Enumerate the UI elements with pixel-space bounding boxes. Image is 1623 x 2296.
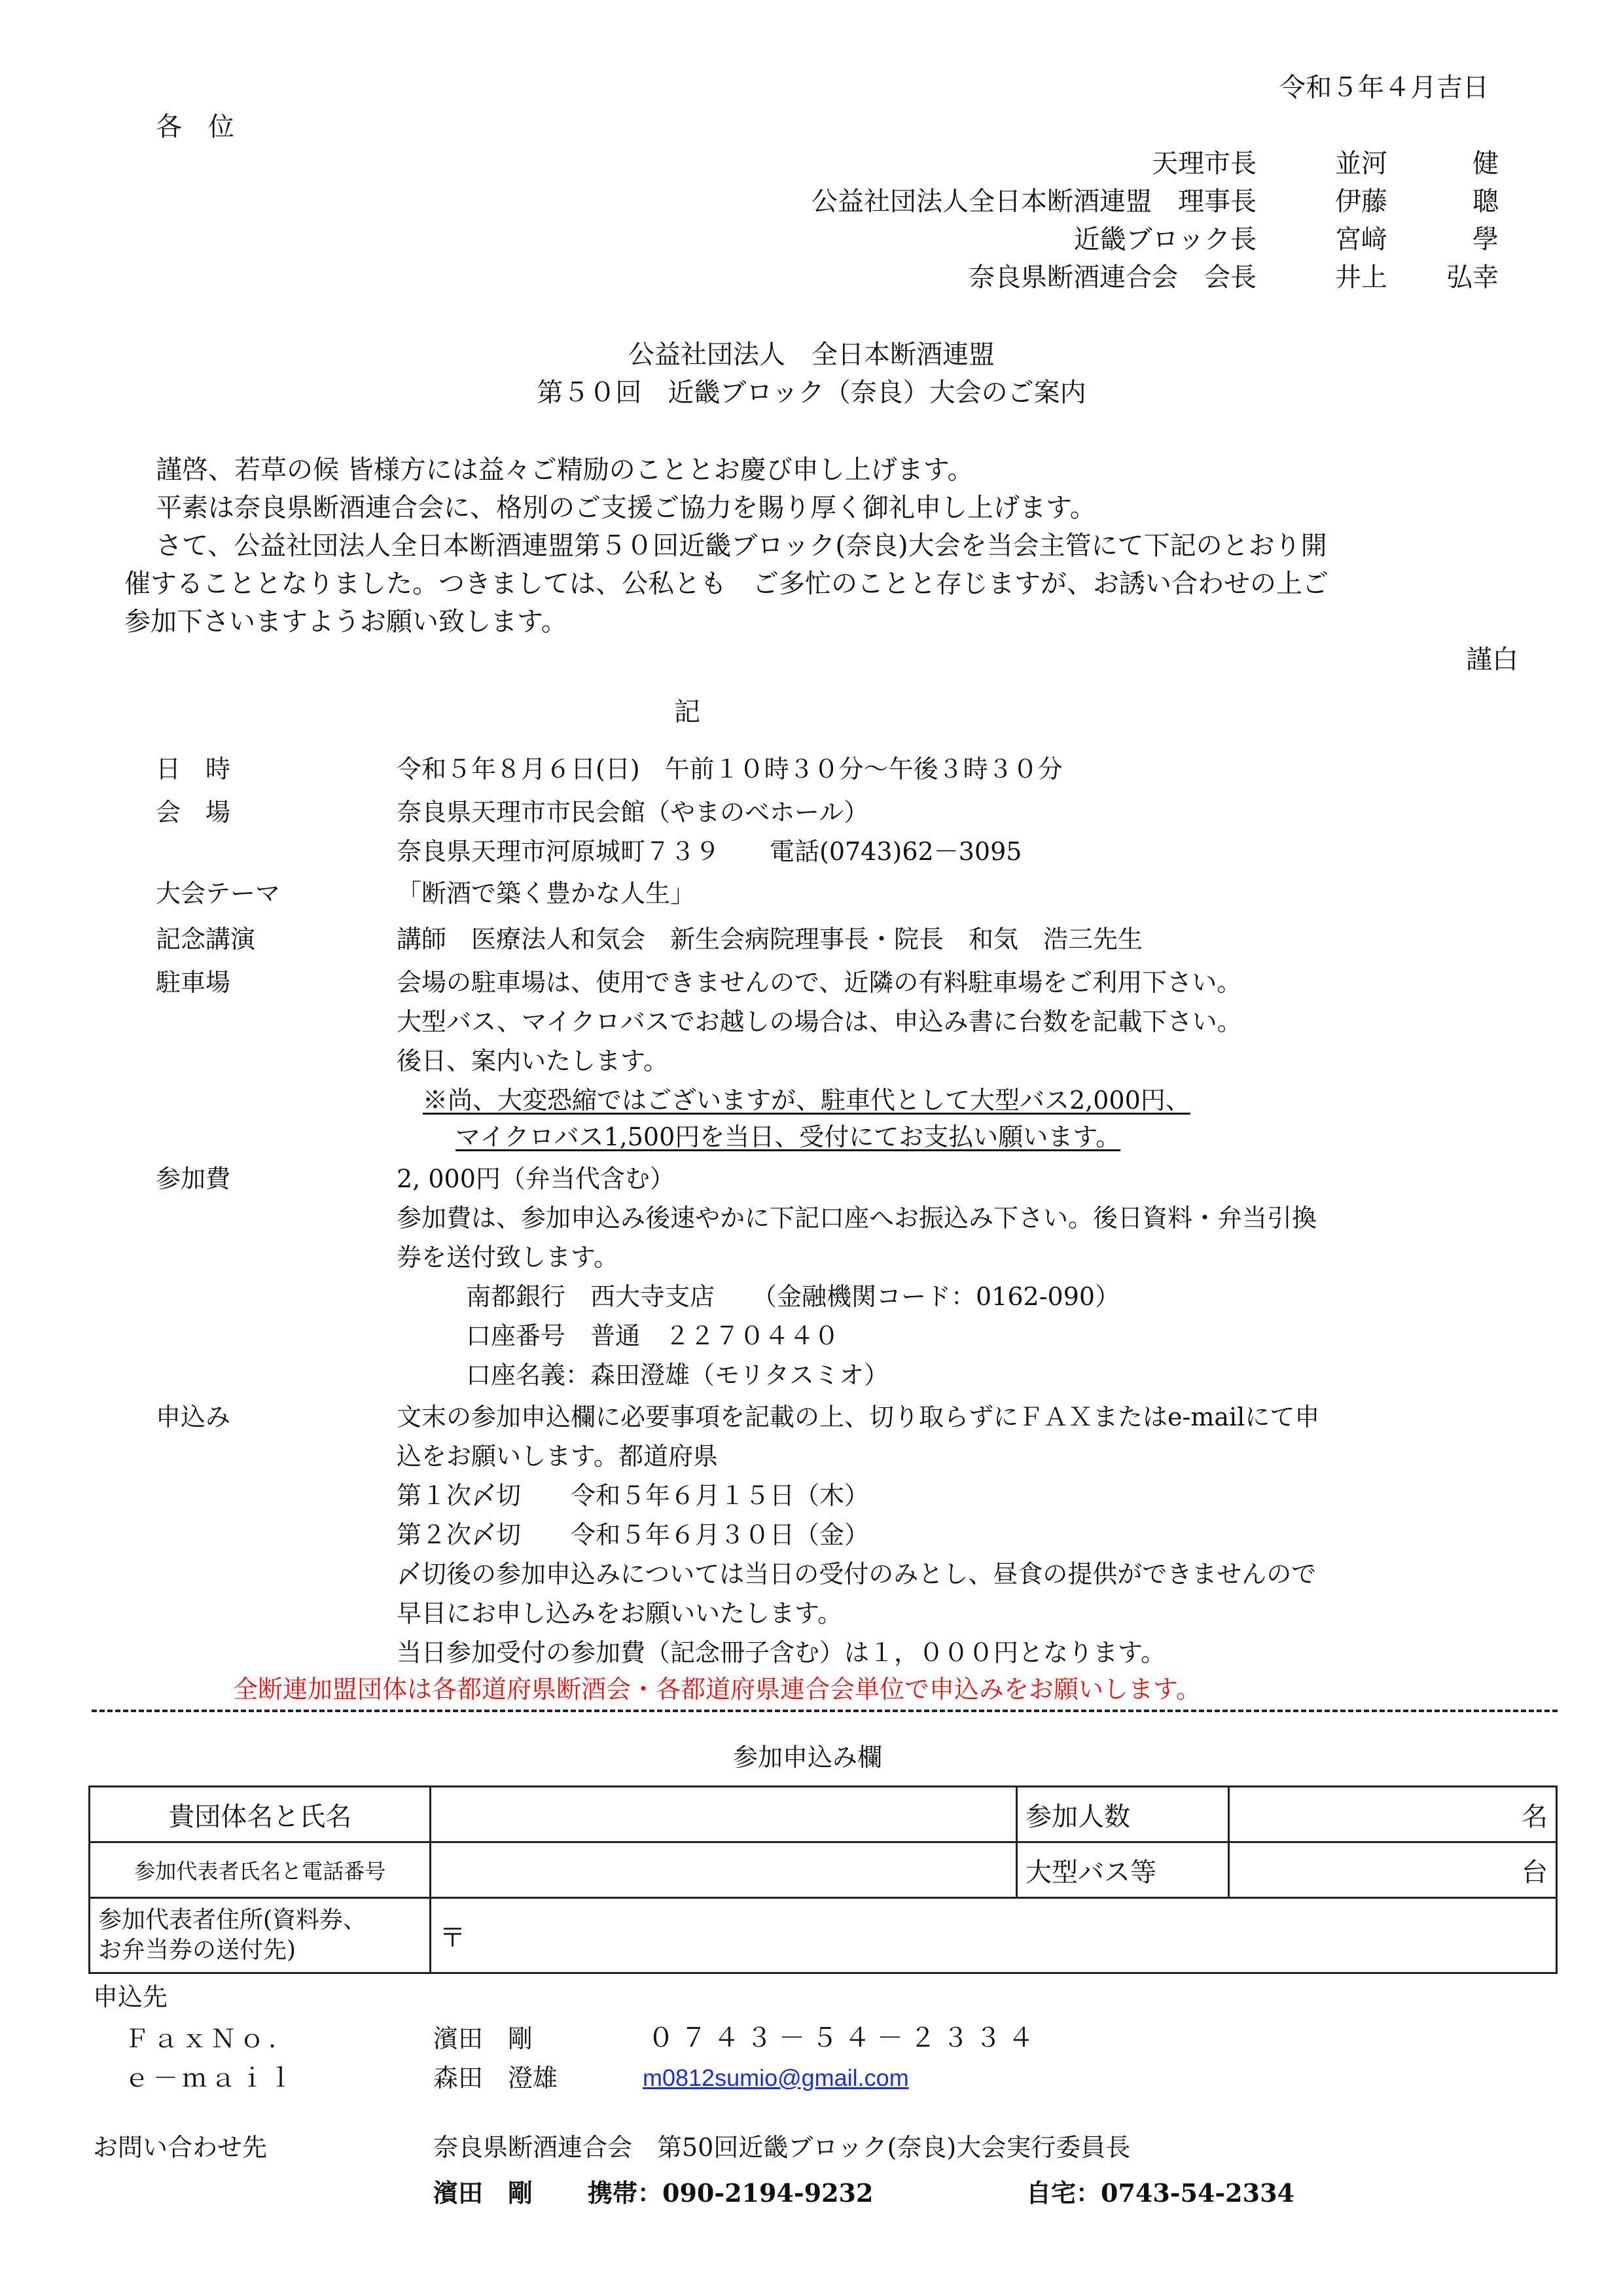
lecture-label: 記念講演 bbox=[156, 925, 256, 954]
parking-note-1: ※尚、大変恐縮ではございますが、駐車代として大型バス2,000円、 bbox=[423, 1086, 1190, 1115]
venue-name: 奈良県天理市市民会館（やまのべホール） bbox=[397, 798, 869, 827]
bus-count-field[interactable] bbox=[1228, 1842, 1556, 1898]
fax-name: 濱田 剛 bbox=[433, 2024, 533, 2053]
fax-label: ＦａｘＮｏ. bbox=[124, 2024, 281, 2053]
bank-line: 口座番号 普通 ２２７０４４０ bbox=[466, 1321, 840, 1350]
ki-heading: 記 bbox=[674, 697, 700, 727]
sender-given: 聰 bbox=[1472, 187, 1499, 217]
inquiry-home: 自宅：0743-54-2334 bbox=[1026, 2178, 1294, 2208]
datetime-value: 令和５年８月６日(日) 午前１０時３０分～午後３時３０分 bbox=[397, 755, 1063, 783]
address-label-line: 参加代表者住所(資料券、 bbox=[98, 1907, 367, 1933]
document-date: 令和５年４月吉日 bbox=[1279, 73, 1489, 103]
lecture-value: 講師 医療法人和気会 新生会病院理事長・院長 和気 浩三先生 bbox=[397, 925, 1143, 954]
sender-given: 弘幸 bbox=[1446, 262, 1499, 293]
apply-label: 申込み bbox=[156, 1403, 231, 1431]
count-unit: 名 bbox=[1522, 1801, 1548, 1832]
sender-org: 近畿ブロック長 bbox=[1073, 224, 1257, 255]
parking-line: 大型バス、マイクロバスでお越しの場合は、申込み書に台数を記載下さい。 bbox=[397, 1007, 1242, 1036]
parking-line: 後日、案内いたします。 bbox=[397, 1047, 668, 1075]
form-title: 参加申込み欄 bbox=[733, 1743, 883, 1772]
parking-line: 会場の駐車場は、使用できませんので、近隣の有料駐車場をご利用下さい。 bbox=[397, 968, 1242, 997]
apply-line: 込をお願いします。都道府県 bbox=[397, 1442, 718, 1471]
inquiry-org: 奈良県断酒連合会 第50回近畿ブロック(奈良)大会実行委員長 bbox=[433, 2133, 1131, 2162]
group-name-field[interactable] bbox=[431, 1787, 1017, 1842]
apply-line: 第１次〆切 令和５年６月１５日（木） bbox=[397, 1481, 870, 1510]
sender-given: 學 bbox=[1472, 224, 1499, 255]
greeting-line: さて、公益社団法人全日本断酒連盟第５０回近畿ブロック(奈良)大会を当会主管にて下記のとおり開 bbox=[156, 531, 1327, 561]
group-name-label: 貴団体名と氏名 bbox=[90, 1787, 431, 1842]
apply-line: 文末の参加申込欄に必要事項を記載の上、切り取らずにＦＡＸまたはe-mailにて申 bbox=[397, 1403, 1320, 1431]
title-line-2: 第５０回 近畿ブロック（奈良）大会のご案内 bbox=[537, 378, 1086, 408]
inquiry-label: お問い合わせ先 bbox=[93, 2133, 268, 2162]
apply-line: 早目にお申し込みをお願いいたします。 bbox=[397, 1599, 842, 1628]
apply-notice-red: 全断連加盟団体は各都道府県断酒会・各都道府県連合会単位で申込みをお願いします。 bbox=[233, 1675, 1201, 1704]
inquiry-name: 濱田 剛 bbox=[433, 2178, 533, 2208]
closing: 謹白 bbox=[1466, 645, 1518, 675]
address-label-line: お弁当券の送付先) bbox=[98, 1937, 296, 1964]
apply-line: 第２次〆切 令和５年６月３０日（金） bbox=[397, 1520, 870, 1549]
bus-unit: 台 bbox=[1522, 1857, 1548, 1888]
participant-count-label: 参加人数 bbox=[1017, 1787, 1229, 1842]
theme-value: 「断酒で築く豊かな人生」 bbox=[397, 879, 696, 908]
representative-label: 参加代表者氏名と電話番号 bbox=[90, 1842, 431, 1898]
cut-line bbox=[92, 1710, 1558, 1712]
parking-label: 駐車場 bbox=[156, 968, 231, 997]
address-label bbox=[90, 1898, 431, 1973]
bus-count-label: 大型バス等 bbox=[1017, 1842, 1229, 1898]
sender-org: 天理市長 bbox=[1152, 149, 1257, 179]
fee-line: 2, 000円（弁当代含む） bbox=[397, 1164, 675, 1193]
address-field[interactable] bbox=[431, 1898, 1557, 1973]
email-name: 森田 澄雄 bbox=[433, 2064, 558, 2092]
sender-given: 健 bbox=[1472, 149, 1499, 179]
sender-surname: 宮﨑 bbox=[1335, 224, 1387, 255]
fee-label: 参加費 bbox=[156, 1164, 231, 1193]
parking-note-2: マイクロバス1,500円を当日、受付にてお支払い願います。 bbox=[455, 1122, 1121, 1151]
sender-surname: 伊藤 bbox=[1335, 187, 1387, 217]
participant-count-field[interactable] bbox=[1228, 1787, 1556, 1842]
email-label: ｅ－ｍａｉｌ bbox=[124, 2064, 298, 2092]
theme-label: 大会テーマ bbox=[156, 879, 281, 908]
fee-line: 券を送付致します。 bbox=[397, 1243, 618, 1272]
representative-field[interactable] bbox=[431, 1842, 1017, 1898]
postal-mark: 〒 bbox=[439, 1922, 466, 1953]
sender-org: 公益社団法人全日本断酒連盟 理事長 bbox=[812, 187, 1257, 217]
recipient: 各 位 bbox=[156, 112, 234, 142]
sender-surname: 並河 bbox=[1335, 149, 1387, 179]
fax-number: ０７４３－５４－２３３４ bbox=[648, 2023, 1041, 2053]
contact-heading: 申込先 bbox=[93, 1982, 168, 2011]
greeting-line: 催することとなりました。つきましては、公私とも ご多忙のことと存じますが、お誘い合わせの上ご bbox=[124, 569, 1329, 599]
sender-surname: 井上 bbox=[1335, 262, 1387, 293]
apply-line: 当日参加受付の参加費（記念冊子含む）は１，０００円となります。 bbox=[397, 1638, 1166, 1667]
inquiry-mobile: 携帯：090-2194-9232 bbox=[588, 2178, 874, 2208]
greeting-line: 平素は奈良県断酒連合会に、格別のご支援ご協力を賜り厚く御礼申し上げます。 bbox=[156, 493, 1096, 523]
greeting-line: 謹啓、若草の候 皆様方には益々ご精励のこととお慶び申し上げます。 bbox=[156, 455, 974, 485]
apply-line: 〆切後の参加申込みについては当日の受付のみとし、昼食の提供ができませんので bbox=[397, 1560, 1317, 1588]
fee-line: 参加費は、参加申込み後速やかに下記口座へお振込み下さい。後日資料・弁当引換 bbox=[397, 1204, 1317, 1232]
venue-address: 奈良県天理市河原城町７３９ 電話(0743)62－3095 bbox=[397, 837, 1022, 866]
title-line-1: 公益社団法人 全日本断酒連盟 bbox=[628, 340, 995, 370]
sender-org: 奈良県断酒連合会 会長 bbox=[969, 262, 1257, 293]
bank-line: 南都銀行 西大寺支店 （金融機関コード：0162-090） bbox=[466, 1282, 1120, 1311]
bank-line: 口座名義：森田澄雄（モリタスミオ） bbox=[466, 1361, 889, 1390]
venue-label: 会 場 bbox=[156, 798, 231, 827]
datetime-label: 日 時 bbox=[156, 755, 231, 783]
greeting-line: 参加下さいますようお願い致します。 bbox=[124, 607, 567, 637]
application-form bbox=[88, 1785, 1558, 1974]
email-link[interactable]: m0812sumio@gmail.com bbox=[643, 2064, 909, 2091]
